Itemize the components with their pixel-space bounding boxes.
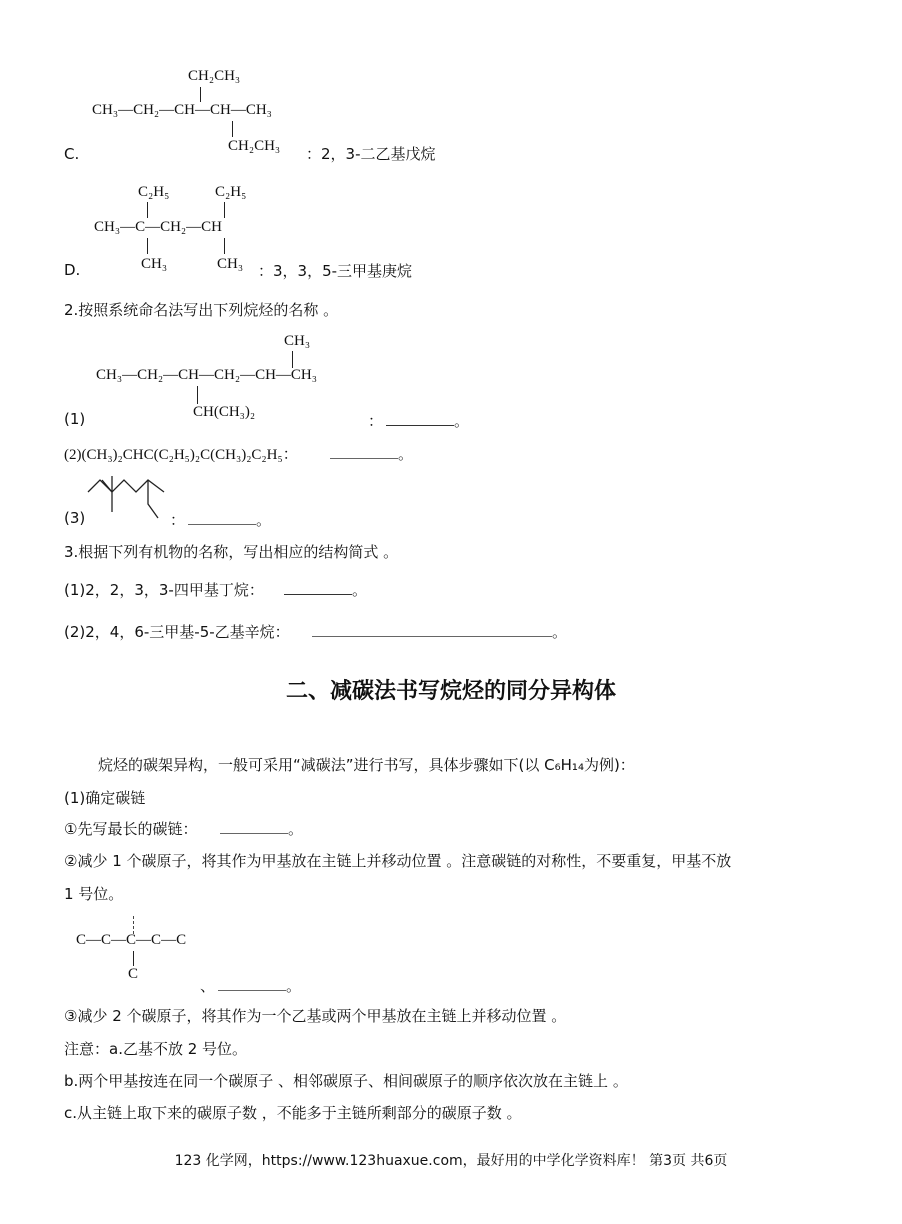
c-atom-1: CH₃ (92, 102, 119, 118)
q2-1-atom-6: CH₃ (290, 367, 317, 383)
q2-1-atom-3: CH (178, 367, 199, 383)
step-1a-text: ①先写最长的碳链： (64, 820, 198, 838)
chain-atom-5: C (176, 932, 187, 948)
step-1b-line-1: ②减少 1 个碳原子，将其作为甲基放在主链上并移动位置 。注意碳链的对称性，不要重复，甲基不放 (64, 852, 732, 870)
c-bond-down (232, 121, 233, 137)
note-c: c.从主链上取下来的碳原子数 ，不能多于主链所剩部分的碳原子数 。 (64, 1104, 522, 1122)
d-bond-down-2 (224, 238, 225, 254)
q3-1-period: 。 (352, 581, 368, 599)
c-atom-2: CH₂ (133, 102, 160, 118)
chain-main: C—C—C—C—C (76, 932, 187, 948)
c-atom-5: CH₃ (245, 102, 272, 118)
d-bottom-substituent-2: CH₃ (217, 256, 244, 272)
note-a: 注意：a.乙基不放 2 号位。 (64, 1040, 248, 1058)
d-top-substituent-1: C₂H₅ (138, 184, 170, 200)
skeletal-formula-icon (86, 474, 176, 526)
chain-atom-4: C (151, 932, 162, 948)
chain-answer-blank[interactable] (218, 976, 286, 991)
page-footer: 123 化学网，https://www.123huaxue.com，最好用的中学化学资料库！ 第3页 共6页 (174, 1153, 728, 1169)
q2-1-period: 。 (454, 412, 470, 430)
d-answer: ：3，3，5-三甲基庚烷 (258, 262, 413, 280)
d-bond-up-1 (147, 202, 148, 218)
q2-3-answer-blank[interactable] (188, 510, 256, 525)
c-main-chain: CH₃—CH₂—CH—CH—CH₃ (92, 102, 272, 118)
q2-1-label: (1) (64, 410, 86, 428)
step-1b-line-2: 1 号位。 (64, 885, 124, 903)
chain-atom-3: C (126, 932, 137, 948)
step-1-title: (1)确定碳链 (64, 789, 146, 807)
c-label: C. (64, 145, 80, 163)
d-atom-3: CH₂ (160, 219, 187, 235)
chain-branch-bond (133, 951, 134, 966)
d-top-substituent-2: C₂H₅ (215, 184, 247, 200)
step-1a-answer-blank[interactable] (220, 819, 288, 834)
q2-1-atom-1: CH₃ (96, 367, 123, 383)
q3-2-period: 。 (552, 623, 568, 641)
step-1c: ③减少 2 个碳原子，将其作为一个乙基或两个甲基放在主链上并移动位置 。 (64, 1007, 567, 1025)
q2-1-main-chain: CH₃—CH₂—CH—CH₂—CH—CH₃ (96, 367, 317, 383)
note-b: b.两个甲基按连在同一个碳原子 、相邻碳原子、相间碳原子的顺序依次放在主链上 。 (64, 1072, 628, 1090)
q2-3-colon: ： (170, 511, 186, 529)
d-bond-down-1 (147, 238, 148, 254)
q2-title: 2.按照系统命名法写出下列烷烃的名称 。 (64, 301, 339, 319)
chain-atom-1: C (76, 932, 87, 948)
section-intro: 烷烃的碳架异构，一般可采用“减碳法”进行书写，具体步骤如下(以 C₆H₁₄为例)： (98, 756, 635, 774)
c-answer: ：2，3-二乙基戊烷 (306, 145, 436, 163)
chain-atom-2: C (101, 932, 112, 948)
q2-1-answer-blank[interactable] (386, 411, 454, 426)
d-main-chain: CH₃—C—CH₂—CH (94, 219, 223, 235)
c-atom-3: CH (174, 102, 195, 118)
d-label: D. (64, 261, 81, 279)
q2-3-period: 。 (256, 511, 272, 529)
q3-title: 3.根据下列有机物的名称，写出相应的结构简式 。 (64, 543, 399, 561)
c-bottom-substituent: CH₂CH₃ (228, 138, 281, 154)
q2-2-period: 。 (398, 445, 414, 463)
c-top-substituent: CH₂CH₃ (188, 68, 241, 84)
q3-1-answer-blank[interactable] (284, 580, 352, 595)
chain-period: 。 (286, 977, 302, 995)
q3-1-text: (1)2，2，3，3-四甲基丁烷： (64, 581, 264, 599)
q2-1-bottom-substituent: CH(CH₃)₂ (193, 404, 256, 420)
q2-1-colon: ： (368, 412, 384, 430)
q2-1-bond-up (292, 351, 293, 368)
q3-2-answer-blank[interactable] (312, 622, 552, 637)
c-atom-4: CH (210, 102, 231, 118)
q2-3-label: (3) (64, 509, 86, 527)
q2-2-text: (2)(CH₃)₂CHC(C₂H₅)₂C(CH₃)₂C₂H₅： (64, 447, 298, 463)
d-bottom-substituent-1: CH₃ (141, 256, 168, 272)
chain-separator: 、 (200, 977, 216, 995)
q2-1-atom-5: CH (255, 367, 276, 383)
q3-2-text: (2)2，4，6-三甲基-5-乙基辛烷： (64, 623, 290, 641)
c-bond-up (200, 87, 201, 102)
d-bond-up-2 (224, 202, 225, 218)
step-1a-period: 。 (288, 820, 304, 838)
q2-1-atom-4: CH₂ (214, 367, 241, 383)
section-heading: 二、减碳法书写烷烃的同分异构体 (285, 679, 616, 704)
d-atom-4: CH (201, 219, 223, 235)
q2-1-bond-down (197, 386, 198, 404)
q2-1-top-substituent: CH₃ (284, 333, 311, 349)
chain-branch: C (128, 966, 139, 982)
q2-1-atom-2: CH₂ (137, 367, 164, 383)
d-atom-2: C (135, 219, 146, 235)
q2-2-answer-blank[interactable] (330, 444, 398, 459)
d-atom-1: CH₃ (94, 219, 121, 235)
